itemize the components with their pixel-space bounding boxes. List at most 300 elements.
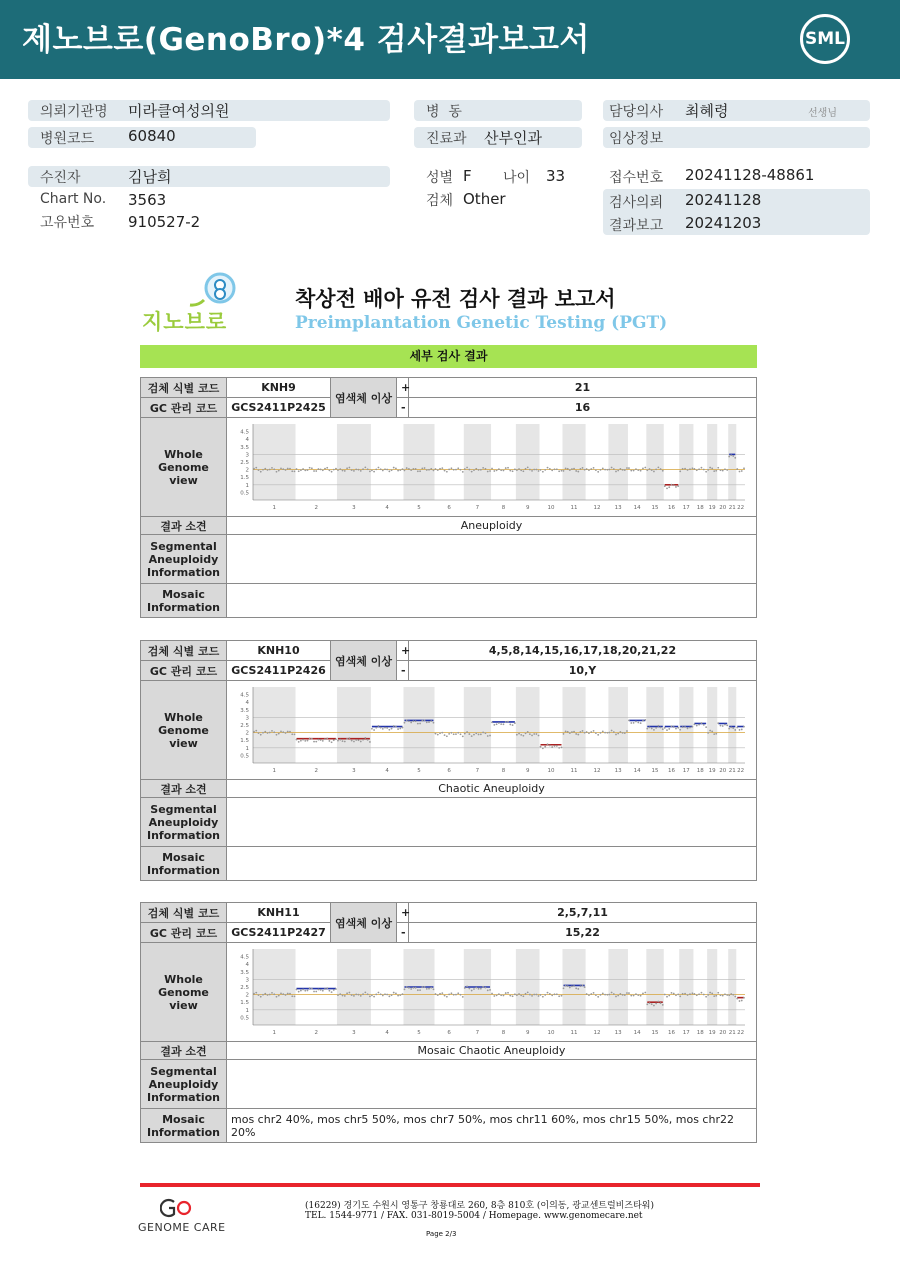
mosaic-label: Mosaic Information [141, 1109, 227, 1143]
chromosome-band [707, 424, 717, 500]
loss-chromosomes: 16 [409, 398, 757, 418]
copy-number-point [351, 469, 353, 471]
copy-number-point [276, 996, 278, 998]
copy-number-point [588, 732, 590, 734]
copy-number-point [701, 992, 703, 994]
copy-number-point [399, 469, 401, 471]
copy-number-point [408, 468, 410, 470]
copy-number-point [448, 993, 450, 995]
chromosome-band [516, 424, 540, 500]
copy-number-point [630, 470, 632, 472]
abnormality-label: 염색체 이상 [331, 903, 397, 943]
copy-number-point [255, 992, 257, 994]
copy-number-point [518, 733, 520, 735]
copy-number-point [358, 469, 360, 471]
copy-number-point [388, 729, 390, 731]
copy-number-point [335, 988, 337, 990]
copy-number-point [529, 994, 531, 996]
copy-number-point [590, 993, 592, 995]
copy-number-point [739, 729, 741, 731]
copy-number-point [516, 469, 518, 471]
copy-number-point [315, 470, 317, 472]
copy-number-point [522, 735, 524, 737]
copy-number-point [337, 469, 339, 471]
copy-number-point [624, 469, 626, 471]
copy-number-point [679, 995, 681, 997]
copy-number-point [584, 469, 586, 471]
copy-number-point [271, 992, 273, 994]
copy-number-point [386, 727, 388, 729]
copy-number-point [525, 993, 527, 995]
copy-number-point [707, 994, 709, 996]
copy-number-point [503, 723, 505, 725]
copy-number-point [355, 468, 357, 470]
copy-number-point [388, 995, 390, 997]
copy-number-point [294, 734, 296, 736]
copy-number-point [362, 993, 364, 995]
copy-number-point [679, 729, 681, 731]
x-tick-label: 11 [570, 1030, 578, 1036]
copy-number-point [600, 732, 602, 734]
x-tick-label: 1 [272, 1030, 276, 1036]
clinical-info-label: 임상정보 [609, 131, 664, 147]
chromosome-band [562, 424, 585, 500]
copy-number-point [260, 996, 262, 998]
x-tick-label: 14 [633, 768, 641, 774]
x-tick-label: 17 [682, 1030, 690, 1036]
copy-number-point [556, 993, 558, 995]
copy-number-point [267, 994, 269, 996]
copy-number-point [280, 731, 282, 733]
copy-number-point [417, 989, 419, 991]
copy-number-point [428, 988, 430, 990]
chromosome-band [337, 949, 371, 1025]
y-tick-label: 2 [245, 992, 249, 999]
x-tick-label: 22 [737, 1030, 745, 1036]
copy-number-point [289, 993, 291, 995]
copy-number-point [507, 992, 509, 994]
copy-number-point [444, 734, 446, 736]
copy-number-point [527, 991, 529, 993]
copy-number-point [580, 985, 582, 987]
copy-number-point [642, 468, 644, 470]
copy-number-point [662, 728, 664, 730]
copy-number-point [287, 993, 289, 995]
copy-number-point [471, 471, 473, 473]
copy-number-point [453, 469, 455, 471]
copy-number-point [726, 469, 728, 471]
copy-number-point [565, 467, 567, 469]
copy-number-point [617, 995, 619, 997]
copy-number-point [320, 469, 322, 471]
copy-number-point [561, 995, 563, 997]
copy-number-point [460, 733, 462, 735]
copy-number-point [457, 732, 459, 734]
copy-number-point [399, 994, 401, 996]
y-tick-label: 1 [245, 1007, 249, 1014]
copy-number-point [653, 729, 655, 731]
y-tick-label: 4 [245, 437, 249, 444]
copy-number-point [273, 731, 275, 733]
copy-number-point [421, 467, 423, 469]
mosaic-value [227, 584, 757, 618]
x-tick-label: 21 [728, 1030, 736, 1036]
genome-care-logo-text: GENOME CARE [138, 1221, 226, 1234]
doctor-label: 담당의사 [609, 104, 664, 120]
copy-number-point [333, 469, 335, 471]
wgv-plot-cell [227, 418, 757, 517]
copy-number-point [260, 471, 262, 473]
copy-number-point [386, 994, 388, 996]
copy-number-point [498, 722, 500, 724]
copy-number-point [384, 727, 386, 729]
x-tick-label: 4 [385, 505, 389, 511]
copy-number-point [439, 993, 441, 995]
copy-number-point [462, 735, 464, 737]
copy-number-point [565, 985, 567, 987]
wgv-label: Whole Genome view [141, 943, 227, 1042]
copy-number-point [666, 729, 668, 731]
copy-number-point [335, 738, 337, 740]
copy-number-point [355, 739, 357, 741]
hospital-code-label: 병원코드 [40, 131, 95, 147]
copy-number-point [736, 998, 738, 1000]
copy-number-point [428, 469, 430, 471]
y-tick-label: 1.5 [240, 1000, 249, 1007]
copy-number-point [588, 994, 590, 996]
copy-number-point [478, 988, 480, 990]
gc-code-value: GCS2411P2425 [227, 398, 331, 418]
copy-number-point [304, 990, 306, 992]
abnormality-label: 염색체 이상 [331, 641, 397, 681]
copy-number-point [662, 470, 664, 472]
copy-number-point [451, 992, 453, 994]
institution-label: 의뢰기관명 [40, 104, 108, 120]
copy-number-point [743, 997, 745, 999]
copy-number-point [375, 727, 377, 729]
copy-number-point [622, 994, 624, 996]
copy-number-point [426, 988, 428, 990]
copy-number-point [651, 1003, 653, 1005]
copy-number-point [703, 724, 705, 726]
copy-number-point [715, 995, 717, 997]
copy-number-point [373, 471, 375, 473]
copy-number-point [446, 735, 448, 737]
copy-number-point [542, 747, 544, 749]
gain-chromosomes: 21 [409, 378, 757, 398]
copy-number-point [577, 471, 579, 473]
copy-number-point [628, 992, 630, 994]
copy-number-point [364, 466, 366, 468]
x-tick-label: 2 [314, 505, 318, 511]
y-tick-label: 4.5 [240, 954, 249, 961]
y-tick-label: 2.5 [240, 985, 249, 991]
chromosome-band [707, 687, 717, 763]
copy-number-point [309, 987, 311, 989]
copy-number-point [516, 994, 518, 996]
sex-value: F [463, 167, 472, 185]
copy-number-point [682, 993, 684, 995]
copy-number-point [331, 991, 333, 993]
sample-table-2 [140, 640, 757, 881]
y-tick-label: 1 [245, 482, 249, 489]
x-tick-label: 3 [352, 768, 356, 774]
x-tick-label: 10 [547, 768, 555, 774]
report-title-english: Preimplantation Genetic Testing (PGT) [295, 313, 668, 333]
copy-number-point [687, 728, 689, 730]
copy-number-point [271, 730, 273, 732]
x-tick-label: 16 [667, 1030, 675, 1036]
copy-number-point [473, 469, 475, 471]
copy-number-point [607, 732, 609, 734]
copy-number-point [660, 468, 662, 470]
copy-number-point [428, 721, 430, 723]
copy-number-point [724, 724, 726, 726]
copy-number-point [622, 469, 624, 471]
copy-number-point [391, 994, 393, 996]
copy-number-point [743, 726, 745, 728]
copy-number-point [630, 722, 632, 724]
copy-number-point [460, 469, 462, 471]
copy-number-point [657, 1001, 659, 1003]
copy-number-point [544, 469, 546, 471]
chromosome-band [337, 687, 371, 763]
copy-number-point [264, 468, 266, 470]
copy-number-point [619, 993, 621, 995]
copy-number-point [378, 725, 380, 727]
copy-number-point [487, 989, 489, 991]
copy-number-point [419, 989, 421, 991]
wgv-label: Whole Genome view [141, 681, 227, 780]
copy-number-point [402, 468, 404, 470]
copy-number-point [446, 471, 448, 473]
copy-number-point [533, 994, 535, 996]
copy-number-point [554, 468, 556, 470]
copy-number-point [337, 740, 339, 742]
copy-number-point [696, 725, 698, 727]
copy-number-point [462, 471, 464, 473]
copy-number-point [736, 727, 738, 729]
x-tick-label: 18 [696, 768, 704, 774]
copy-number-point [324, 468, 326, 470]
copy-number-point [326, 467, 328, 469]
copy-number-point [358, 994, 360, 996]
copy-number-point [382, 728, 384, 730]
copy-number-point [713, 995, 715, 997]
copy-number-point [717, 722, 719, 724]
copy-number-point [439, 732, 441, 734]
x-tick-label: 11 [570, 768, 578, 774]
chart-no-value: 3563 [128, 191, 167, 209]
copy-number-point [371, 469, 373, 471]
copy-number-point [512, 724, 514, 726]
copy-number-point [593, 730, 595, 732]
age-label: 나이 [503, 170, 531, 186]
copy-number-point [475, 468, 477, 470]
x-tick-label: 7 [475, 505, 480, 511]
copy-number-point [584, 732, 586, 734]
copy-number-point [342, 995, 344, 997]
copy-number-point [269, 469, 271, 471]
copy-number-point [558, 995, 560, 997]
copy-number-point [556, 745, 558, 747]
copy-number-point [563, 470, 565, 472]
copy-number-point [380, 727, 382, 729]
x-tick-label: 19 [708, 1030, 716, 1036]
copy-number-point [491, 721, 493, 723]
copy-number-point [651, 728, 653, 730]
copy-number-point [309, 467, 311, 469]
copy-number-point [597, 734, 599, 736]
copy-number-point [360, 741, 362, 743]
copy-number-point [595, 469, 597, 471]
copy-number-point [711, 468, 713, 470]
y-tick-label: 4.5 [240, 692, 249, 699]
copy-number-point [437, 469, 439, 471]
copy-number-point [646, 728, 648, 730]
copy-number-point [471, 735, 473, 737]
copy-number-point [493, 724, 495, 726]
copy-number-point [393, 992, 395, 994]
x-tick-label: 15 [651, 768, 659, 774]
copy-number-point [640, 722, 642, 724]
copy-number-point [567, 731, 569, 733]
copy-number-point [509, 995, 511, 997]
copy-number-point [628, 720, 630, 722]
y-tick-label: 4.5 [240, 429, 249, 436]
copy-number-point [307, 740, 309, 742]
copy-number-point [602, 467, 604, 469]
copy-number-point [448, 733, 450, 735]
copy-number-point [318, 989, 320, 991]
copy-number-point [607, 469, 609, 471]
copy-number-point [540, 469, 542, 471]
copy-number-point [739, 471, 741, 473]
copy-number-point [730, 993, 732, 995]
chromosome-band [679, 424, 693, 500]
copy-number-point [346, 992, 348, 994]
copy-number-point [307, 469, 309, 471]
copy-number-point [294, 471, 296, 473]
x-tick-label: 6 [447, 505, 451, 511]
chromosome-band [646, 949, 663, 1025]
y-tick-label: 2 [245, 467, 249, 474]
copy-number-point [384, 993, 386, 995]
copy-number-point [322, 469, 324, 471]
copy-number-point [503, 995, 505, 997]
copy-number-point [460, 994, 462, 996]
copy-number-point [628, 467, 630, 469]
copy-number-point [344, 470, 346, 472]
segmental-label: Segmental Aneuploidy Information [141, 535, 227, 584]
copy-number-point [258, 469, 260, 471]
sample-code-label: 검체 식별 코드 [141, 378, 227, 398]
copy-number-point [707, 469, 709, 471]
copy-number-point [637, 994, 639, 996]
copy-number-point [282, 468, 284, 470]
copy-number-point [276, 734, 278, 736]
x-tick-label: 9 [525, 768, 530, 774]
copy-number-point [730, 454, 732, 456]
request-date-label: 검사의뢰 [609, 195, 664, 211]
copy-number-point [478, 734, 480, 736]
copy-number-point [615, 734, 617, 736]
copy-number-point [291, 470, 293, 472]
copy-number-point [626, 730, 628, 732]
result-value: Aneuploidy [227, 517, 757, 535]
chromosome-band [728, 424, 736, 500]
copy-number-point [563, 987, 565, 989]
copy-number-point [689, 468, 691, 470]
copy-number-point [713, 470, 715, 472]
gain-sign: + [397, 903, 409, 923]
copy-number-point [255, 467, 257, 469]
copy-number-point [644, 719, 646, 721]
copy-number-point [260, 734, 262, 736]
specimen-value: Other [463, 190, 506, 208]
copy-number-point [505, 721, 507, 723]
copy-number-point [446, 996, 448, 998]
copy-number-point [271, 467, 273, 469]
x-tick-label: 2 [314, 768, 318, 774]
result-label: 결과 소견 [141, 517, 227, 535]
copy-number-point [624, 732, 626, 734]
copy-number-point [311, 988, 313, 990]
copy-number-point [253, 468, 255, 470]
page-title: 제노브로(GenoBro)*4 검사결과보고서 [22, 22, 590, 58]
loss-sign: - [397, 661, 409, 681]
copy-number-point [516, 734, 518, 736]
copy-number-point [642, 993, 644, 995]
copy-number-point [520, 469, 522, 471]
age-value: 33 [546, 167, 566, 185]
copy-number-point [711, 993, 713, 995]
copy-number-point [687, 469, 689, 471]
copy-number-point [285, 469, 287, 471]
result-value: Mosaic Chaotic Aneuploidy [227, 1042, 757, 1060]
loss-chromosomes: 10,Y [409, 661, 757, 681]
footer-address: (16229) 경기도 수원시 영통구 창룡대로 260, 8층 810호 (이의동, 광교센트럴비즈타워) [305, 1201, 654, 1211]
copy-number-point [720, 725, 722, 727]
copy-number-point [296, 739, 298, 741]
copy-number-point [344, 741, 346, 743]
copy-number-point [430, 468, 432, 470]
x-tick-label: 5 [417, 505, 421, 511]
copy-number-point [375, 468, 377, 470]
copy-number-point [505, 992, 507, 994]
copy-number-point [624, 994, 626, 996]
copy-number-point [451, 732, 453, 734]
copy-number-point [448, 468, 450, 470]
copy-number-point [701, 467, 703, 469]
copy-number-point [289, 731, 291, 733]
copy-number-point [698, 724, 700, 726]
chromosome-band [679, 949, 693, 1025]
copy-number-point [535, 733, 537, 735]
copy-number-point [551, 469, 553, 471]
copy-number-point [444, 995, 446, 997]
copy-number-point [522, 995, 524, 997]
copy-number-point [696, 469, 698, 471]
x-tick-label: 8 [501, 1030, 506, 1036]
x-tick-label: 10 [547, 505, 555, 511]
y-tick-label: 3 [245, 715, 249, 722]
copy-number-point [353, 470, 355, 472]
copy-number-point [304, 469, 306, 471]
copy-number-point [457, 467, 459, 469]
copy-number-point [441, 732, 443, 734]
copy-number-point [362, 468, 364, 470]
